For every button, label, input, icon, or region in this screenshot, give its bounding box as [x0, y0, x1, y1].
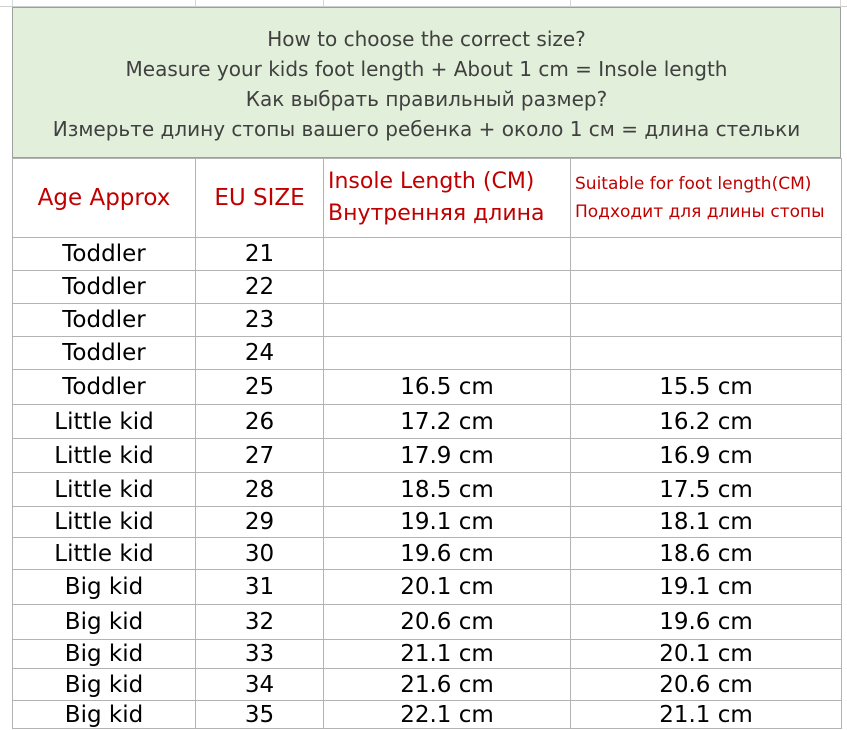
- cell-insole-length: 20.1 cm: [324, 570, 571, 605]
- cell-eu-size: 26: [196, 405, 324, 439]
- cell-foot-length: 16.9 cm: [571, 439, 842, 473]
- cell-eu-size: 31: [196, 570, 324, 605]
- table-row: [13, 271, 842, 304]
- header-foot-ru: Подходит для длины стопы: [575, 202, 825, 222]
- cell-age: Toddler: [13, 304, 196, 337]
- cell-age: Toddler: [13, 271, 196, 304]
- cell-insole-length: [324, 271, 571, 304]
- cell-age: Big kid: [13, 605, 196, 640]
- header-age-approx: [13, 159, 196, 238]
- column-divider: [840, 0, 841, 6]
- cell-eu-size: 32: [196, 605, 324, 640]
- cell-foot-length: 19.6 cm: [571, 605, 842, 640]
- instructions-banner: [12, 7, 841, 158]
- cell-eu-size: 34: [196, 669, 324, 701]
- header-age-label: Age Approx: [37, 185, 171, 211]
- cell-foot-length: 17.5 cm: [571, 473, 842, 507]
- cell-eu-size: 27: [196, 439, 324, 473]
- cell-foot-length: 20.1 cm: [571, 640, 842, 669]
- column-divider: [323, 0, 324, 6]
- table-row: [13, 370, 842, 405]
- cell-eu-size: 35: [196, 701, 324, 729]
- sheet-top-edge: [0, 0, 847, 7]
- cell-age: Toddler: [13, 337, 196, 370]
- cell-insole-length: [324, 238, 571, 271]
- cell-insole-length: 16.5 cm: [324, 370, 571, 405]
- cell-eu-size: 22: [196, 271, 324, 304]
- cell-eu-size: 33: [196, 640, 324, 669]
- cell-age: Little kid: [13, 473, 196, 507]
- size-table: [12, 158, 842, 729]
- cell-age: Big kid: [13, 701, 196, 729]
- cell-eu-size: 30: [196, 538, 324, 570]
- header-foot-length: [571, 159, 842, 238]
- header-insole-en: Insole Length (CM): [328, 169, 535, 194]
- header-insole-length: [324, 159, 571, 238]
- cell-foot-length: 18.1 cm: [571, 507, 842, 538]
- cell-insole-length: 20.6 cm: [324, 605, 571, 640]
- cell-foot-length: 18.6 cm: [571, 538, 842, 570]
- table-row: [13, 640, 842, 669]
- cell-insole-length: 17.9 cm: [324, 439, 571, 473]
- table-row: [13, 605, 842, 640]
- column-divider: [195, 0, 196, 6]
- cell-insole-length: 19.6 cm: [324, 538, 571, 570]
- instruction-line-1: How to choose the correct size?: [267, 27, 586, 51]
- cell-insole-length: [324, 304, 571, 337]
- column-divider: [570, 0, 571, 6]
- instruction-line-2: Measure your kids foot length + About 1 cm = Insole length: [125, 57, 728, 81]
- cell-foot-length: [571, 304, 842, 337]
- table-row: [13, 473, 842, 507]
- header-eu-size: [196, 159, 324, 238]
- cell-insole-length: 18.5 cm: [324, 473, 571, 507]
- cell-age: Big kid: [13, 669, 196, 701]
- cell-foot-length: [571, 271, 842, 304]
- header-insole-ru: Внутренняя длина: [328, 201, 545, 226]
- cell-age: Little kid: [13, 405, 196, 439]
- cell-age: Big kid: [13, 570, 196, 605]
- cell-foot-length: [571, 337, 842, 370]
- cell-eu-size: 23: [196, 304, 324, 337]
- cell-insole-length: 21.1 cm: [324, 640, 571, 669]
- cell-foot-length: 16.2 cm: [571, 405, 842, 439]
- table-row: [13, 304, 842, 337]
- cell-age: Toddler: [13, 370, 196, 405]
- cell-foot-length: [571, 238, 842, 271]
- cell-insole-length: 21.6 cm: [324, 669, 571, 701]
- cell-eu-size: 21: [196, 238, 324, 271]
- table-row: [13, 405, 842, 439]
- cell-eu-size: 25: [196, 370, 324, 405]
- cell-age: Little kid: [13, 538, 196, 570]
- cell-foot-length: 21.1 cm: [571, 701, 842, 729]
- cell-eu-size: 24: [196, 337, 324, 370]
- header-eu-label: EU SIZE: [214, 185, 305, 211]
- cell-eu-size: 29: [196, 507, 324, 538]
- cell-age: Little kid: [13, 439, 196, 473]
- cell-insole-length: 19.1 cm: [324, 507, 571, 538]
- column-divider: [12, 0, 13, 6]
- table-row: [13, 337, 842, 370]
- table-row: [13, 701, 842, 729]
- table-row: [13, 439, 842, 473]
- cell-foot-length: 20.6 cm: [571, 669, 842, 701]
- cell-foot-length: 15.5 cm: [571, 370, 842, 405]
- instruction-line-3: Как выбрать правильный размер?: [245, 87, 608, 111]
- cell-age: Toddler: [13, 238, 196, 271]
- cell-insole-length: 22.1 cm: [324, 701, 571, 729]
- header-foot-en: Suitable for foot length(CM): [575, 174, 812, 194]
- cell-age: Little kid: [13, 507, 196, 538]
- cell-age: Big kid: [13, 640, 196, 669]
- cell-insole-length: [324, 337, 571, 370]
- table-row: [13, 507, 842, 538]
- table-row: [13, 538, 842, 570]
- cell-eu-size: 28: [196, 473, 324, 507]
- table-row: [13, 238, 842, 271]
- table-header-row: [13, 159, 842, 238]
- table-row: [13, 669, 842, 701]
- table-row: [13, 570, 842, 605]
- cell-insole-length: 17.2 cm: [324, 405, 571, 439]
- instruction-line-4: Измерьте длину стопы вашего ребенка + около 1 см = длина стельки: [52, 117, 801, 141]
- cell-foot-length: 19.1 cm: [571, 570, 842, 605]
